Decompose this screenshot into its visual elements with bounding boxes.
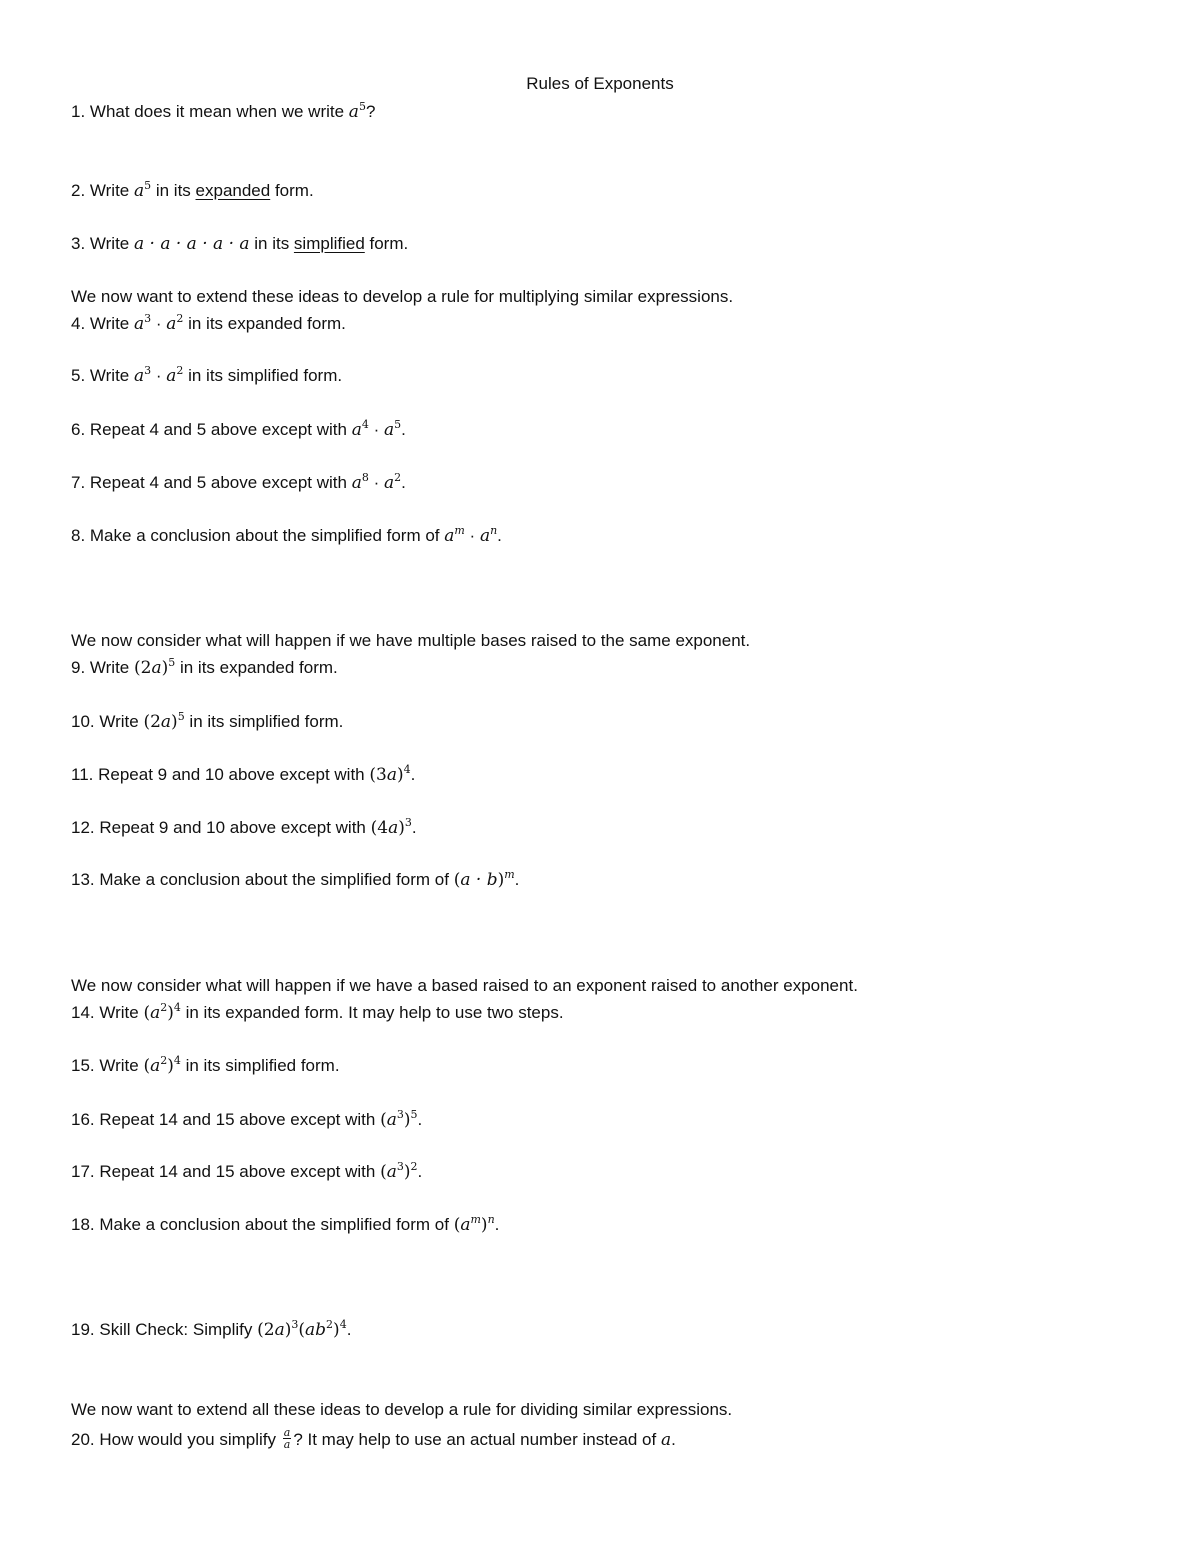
section-intro-multiplying: We now want to extend these ideas to develop a rule for multiplying similar expressions. (71, 287, 734, 306)
question-1: 1. What does it mean when we write $a^5$? (71, 100, 376, 122)
question-10: 10. Write $(2a)^5$ in its simplified form. (71, 710, 344, 732)
underlined-word: simplified (293, 234, 365, 253)
question-17: 17. Repeat 14 and 15 above except with $(a^3)^2$. (71, 1160, 423, 1182)
question-9: 9. Write $(2a)^5$ in its expanded form. (71, 656, 338, 678)
question-3: 3. Write a · a · a · a · a in its simplified form. (71, 234, 409, 254)
underlined-word: expanded (195, 181, 271, 200)
question-18: 18. Make a conclusion about the simplified form of $(a^m)^n$. (71, 1213, 500, 1235)
question-16: 16. Repeat 14 and 15 above except with $(a^3)^5$. (71, 1108, 423, 1130)
question-2: 2. Write $a^5$ in its expanded form. (71, 179, 314, 201)
question-4: 4. Write $a^3 \cdot a^2$ in its expanded form. (71, 312, 346, 334)
question-12: 12. Repeat 9 and 10 above except with $(4a)^3$. (71, 816, 417, 838)
question-8: 8. Make a conclusion about the simplified form of $a^m \cdot a^n$. (71, 524, 502, 546)
question-13: 13. Make a conclusion about the simplified form of $(a \cdot b)^m$. (71, 868, 520, 890)
section-intro-dividing: We now want to extend all these ideas to develop a rule for dividing similar expressions. (71, 1400, 733, 1419)
question-11: 11. Repeat 9 and 10 above except with $(3a)^4$. (71, 763, 416, 785)
question-20: 20. How would you simplify $\frac{a}{a}$ ? It may help to use an actual number instead of a. (71, 1426, 676, 1452)
question-15: 15. Write $(a^2)^4$ in its simplified form. (71, 1054, 340, 1076)
question-7: 7. Repeat 4 and 5 above except with $a^8 \cdot a^2$. (71, 471, 406, 493)
question-6: 6. Repeat 4 and 5 above except with $a^4 \cdot a^5$. (71, 418, 406, 440)
section-intro-multiple-bases: We now consider what will happen if we have multiple bases raised to the same exponent. (71, 631, 751, 650)
fraction: $\frac{a}{a}$ (283, 1426, 291, 1452)
document-title: Rules of Exponents (526, 74, 674, 93)
question-5: 5. Write $a^3 \cdot a^2$ in its simplified form. (71, 364, 343, 386)
section-intro-power-of-power: We now consider what will happen if we have a based raised to an exponent raised to another exponent. (71, 976, 858, 995)
question-14: 14. Write $(a^2)^4$ in its expanded form. It may help to use two steps. (71, 1001, 564, 1023)
question-19-skill-check: 19. Skill Check: Simplify $(2a)^3(ab^2)^4$. (71, 1318, 352, 1340)
